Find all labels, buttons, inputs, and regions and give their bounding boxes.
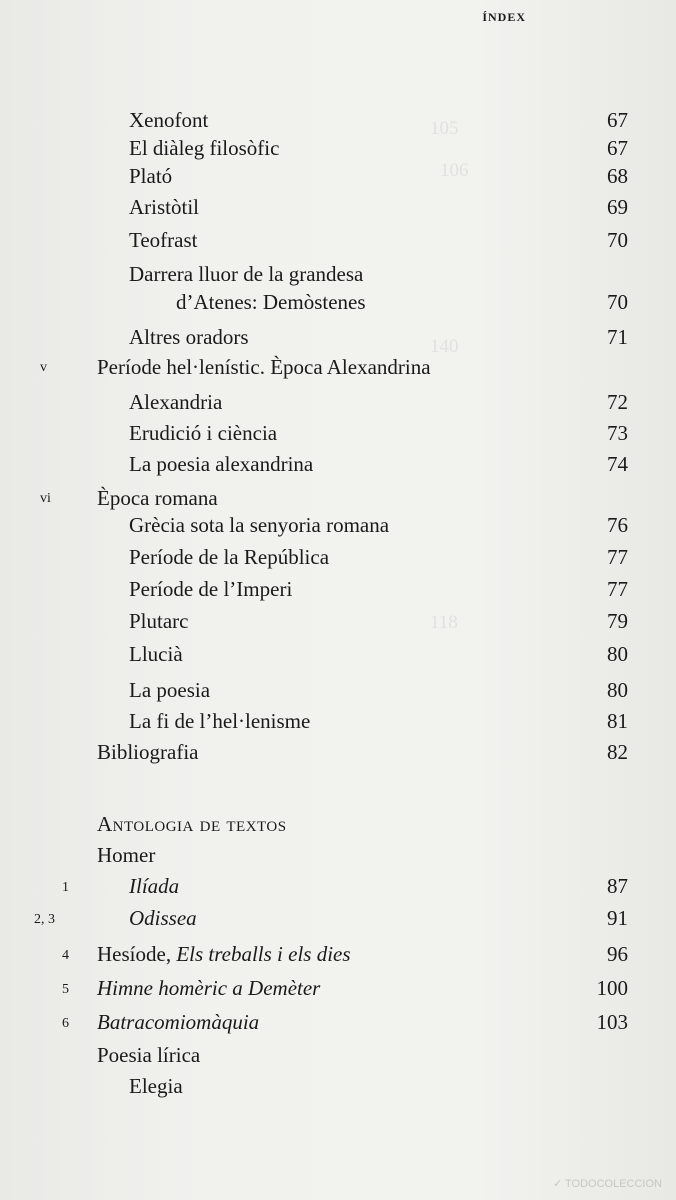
entry-marker: 6 — [62, 1016, 69, 1031]
page-number: 77 — [607, 545, 628, 569]
entry-title-text: Grècia sota la senyoria romana — [129, 513, 390, 537]
entry-marker: 1 — [62, 880, 69, 895]
entry-title-text: Himne homèric a Demèter — [97, 976, 321, 1000]
entry-title-text: La poesia — [129, 678, 211, 702]
page-number: 81 — [607, 709, 628, 733]
entry-title — [129, 164, 172, 189]
entry-title-text: Llucià — [129, 642, 183, 666]
bleed-through-text: 106 — [440, 160, 469, 181]
entry-title — [176, 290, 366, 315]
entry-title-text: Període de la República — [129, 545, 330, 569]
page-number: 71 — [607, 325, 628, 349]
toc-entry — [0, 545, 676, 573]
page-number: 91 — [607, 906, 628, 930]
entry-marker: v — [40, 360, 47, 375]
page-number: 80 — [607, 642, 628, 666]
entry-title-text: Elegia — [129, 1074, 183, 1098]
page-number: 72 — [607, 390, 628, 414]
toc-entry — [0, 355, 676, 383]
entry-title — [129, 390, 222, 415]
entry-title — [129, 1074, 183, 1099]
entry-title — [129, 513, 389, 538]
entry-title-italic: Els treballs i els dies — [176, 942, 351, 966]
entry-title — [97, 486, 218, 511]
entry-title — [97, 942, 351, 967]
toc-entry — [0, 976, 676, 1004]
page-number: 100 — [596, 976, 628, 1000]
toc-entry — [0, 390, 676, 418]
entry-title — [97, 1010, 259, 1035]
entry-title-text: La poesia alexandrina — [129, 452, 314, 476]
entry-title-text: Teofrast — [129, 228, 198, 252]
toc-entry — [0, 164, 676, 192]
entry-title — [129, 642, 183, 667]
entry-title — [129, 421, 277, 446]
toc-entry — [0, 290, 676, 318]
toc-entry — [0, 195, 676, 223]
entry-title-text: Homer — [97, 843, 156, 867]
entry-title-text: Altres oradors — [129, 325, 249, 349]
bleed-through-text: 118 — [430, 612, 458, 633]
entry-title-text: Bibliografia — [97, 740, 199, 764]
page-number: 73 — [607, 421, 628, 445]
entry-title — [97, 843, 155, 868]
entry-title-text: Període de l’Imperi — [129, 577, 293, 601]
entry-title — [129, 195, 199, 220]
entry-title-text: Darrera lluor de la grandesa — [129, 262, 364, 286]
toc-entry — [0, 906, 676, 934]
entry-title-text: El diàleg filosòfic — [129, 136, 280, 160]
bleed-through-text: 105 — [430, 118, 459, 139]
toc-entry — [0, 843, 676, 871]
entry-title-text: Període hel·lenístic. Època Alexandrina — [97, 355, 431, 379]
page-number: 74 — [607, 452, 628, 476]
entry-title-text: Odissea — [129, 906, 197, 930]
toc-entry — [0, 228, 676, 256]
entry-title-text: Ilíada — [129, 874, 180, 898]
entry-title — [129, 136, 279, 161]
toc-entry — [0, 577, 676, 605]
toc-entry — [0, 874, 676, 902]
page-number: 67 — [607, 108, 628, 132]
section-heading: Antologia de textos — [97, 812, 287, 836]
entry-title-text: Batracomiomàquia — [97, 1010, 260, 1034]
entry-title — [97, 1043, 200, 1068]
entry-title-text: d’Atenes: Demòstenes — [176, 290, 366, 314]
toc-entry — [0, 262, 676, 290]
entry-title — [129, 452, 313, 477]
entry-title — [129, 325, 249, 350]
entry-title-text: Hesíode, — [97, 942, 177, 966]
entry-title — [129, 906, 197, 931]
watermark: ✓ TODOCOLECCION — [552, 1178, 662, 1190]
anthology-section — [0, 812, 676, 840]
entry-title-text: La fi de l’hel·lenisme — [129, 709, 311, 733]
entry-title — [129, 709, 310, 734]
page-number: 77 — [607, 577, 628, 601]
entry-title — [97, 976, 320, 1001]
entry-title — [129, 262, 363, 287]
entry-title-text: Alexandria — [129, 390, 223, 414]
entry-title-text: Època romana — [97, 486, 218, 510]
entry-marker: 2, 3 — [34, 912, 55, 927]
page-number: 80 — [607, 678, 628, 702]
toc-entry — [0, 1074, 676, 1102]
toc-entry — [0, 1010, 676, 1038]
toc-entry — [0, 709, 676, 737]
page-number: 79 — [607, 609, 628, 633]
toc-entry — [0, 1043, 676, 1071]
toc-entry — [0, 136, 676, 164]
toc-entry — [0, 678, 676, 706]
entry-title — [129, 678, 210, 703]
page-number: 82 — [607, 740, 628, 764]
toc-entry — [0, 740, 676, 768]
entry-title-text: Aristòtil — [129, 195, 200, 219]
toc-entry — [0, 942, 676, 970]
entry-title — [97, 740, 198, 765]
toc-entry — [0, 108, 676, 136]
entry-title — [129, 577, 292, 602]
entry-marker: vi — [40, 491, 51, 506]
toc-entry — [0, 421, 676, 449]
running-header: ÍNDEX — [482, 10, 526, 24]
entry-title — [129, 609, 188, 634]
page-number: 70 — [607, 290, 628, 314]
toc-entry — [0, 486, 676, 514]
entry-marker: 5 — [62, 982, 69, 997]
page-number: 69 — [607, 195, 628, 219]
page-number: 87 — [607, 874, 628, 898]
page-number: 70 — [607, 228, 628, 252]
entry-title-text: Plutarc — [129, 609, 189, 633]
entry-title — [97, 355, 431, 380]
page-number: 67 — [607, 136, 628, 160]
entry-title — [129, 228, 198, 253]
bleed-through-text: 140 — [430, 336, 459, 357]
toc-entry — [0, 325, 676, 353]
entry-title-text: Xenofont — [129, 108, 209, 132]
entry-title — [129, 545, 329, 570]
entry-marker: 4 — [62, 948, 69, 963]
page-number: 96 — [607, 942, 628, 966]
page-number: 68 — [607, 164, 628, 188]
entry-title — [129, 874, 179, 899]
toc-entry — [0, 642, 676, 670]
toc-entry — [0, 609, 676, 637]
entry-title-text: Erudició i ciència — [129, 421, 278, 445]
entry-title-text: Poesia lírica — [97, 1043, 201, 1067]
page-number: 103 — [596, 1010, 628, 1034]
toc-entry — [0, 452, 676, 480]
entry-title — [129, 108, 208, 133]
entry-title-text: Plató — [129, 164, 173, 188]
page-number: 76 — [607, 513, 628, 537]
toc-entry — [0, 513, 676, 541]
